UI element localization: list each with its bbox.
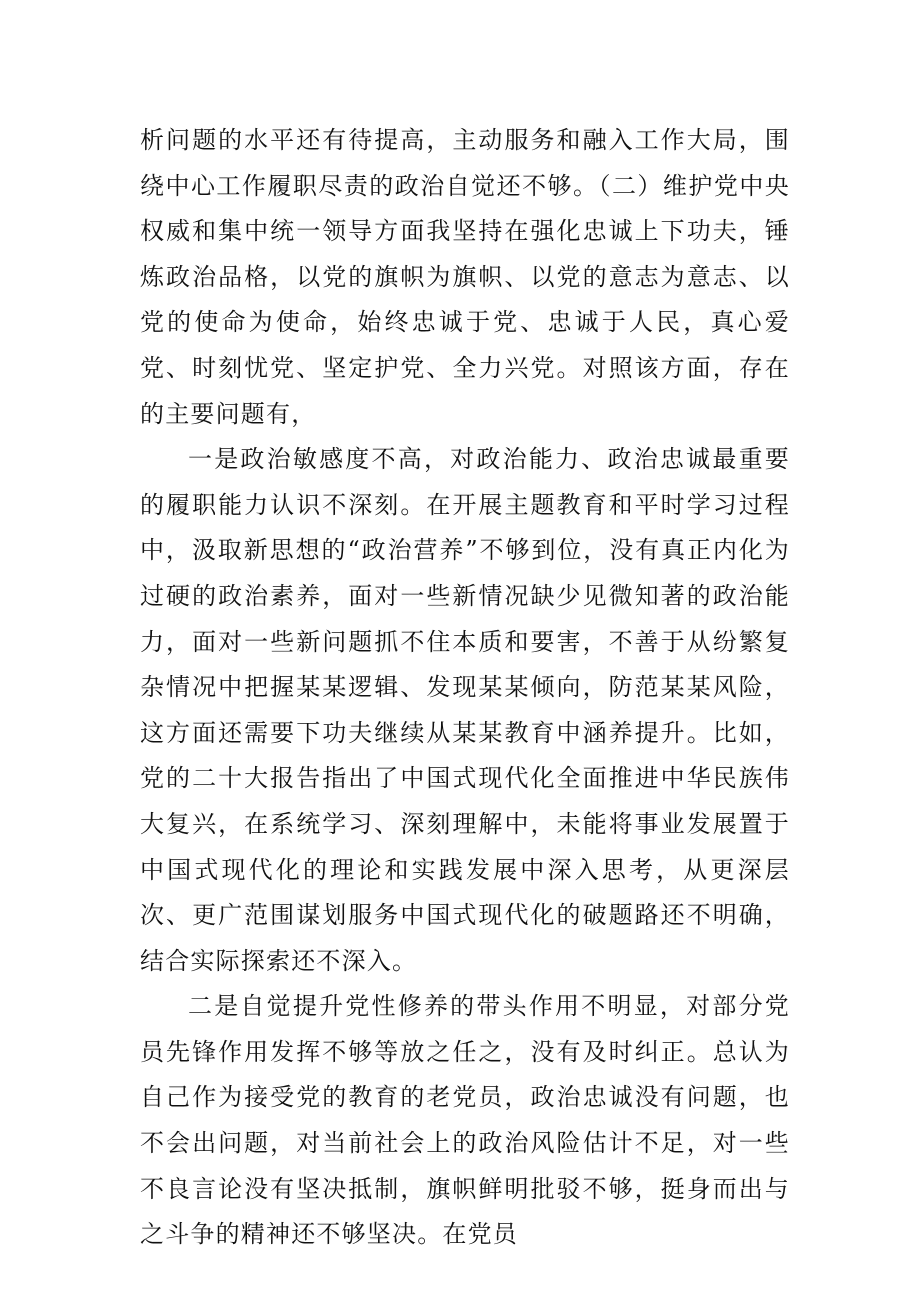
paragraph-continuation: 析问题的水平还有待提高，主动服务和融入工作大局，围绕中心工作履职尽责的政治自觉还不够。（二）维护党中央权威和集中统一领导方面我坚持在强化忠诚上下功夫，锤炼政治品格，以党的旗帜为旗帜、以党的意志为意志、以党的使命为使命，始终忠诚于党、忠诚于人民，真心爱党、时刻忧党、坚定护党、全力兴党。对照该方面，存在的主要问题有， xyxy=(140,126,790,428)
paragraph-issue-one: 一是政治敏感度不高，对政治能力、政治忠诚最重要的履职能力认识不深刻。在开展主题教育和平时学习过程中，汲取新思想的“政治营养”不够到位，没有真正内化为过硬的政治素养，面对一些新情况缺少见微知著的政治能力，面对一些新问题抓不住本质和要害，不善于从纷繁复杂情况中把握某某逻辑、发现某某倾向，防范某某风险，这方面还需要下功夫继续从某某教育中涵养提升。比如，党的二十大报告指出了中国式现代化全面推进中华民族伟大复兴，在系统学习、深刻理解中，未能将事业发展置于中国式现代化的理论和实践发展中深入思考，从更深层次、更广范围谋划服务中国式现代化的破题路还不明确，结合实际探索还不深入。 xyxy=(140,445,790,975)
document-body xyxy=(140,118,790,1258)
paragraph-issue-two: 二是自觉提升党性修养的带头作用不明显，对部分党员先锋作用发挥不够等放之任之，没有及时纠正。总认为自己作为接受党的教育的老党员，政治忠诚没有问题，也不会出问题，对当前社会上的政治风险估计不足，对一些不良言论没有坚决抵制，旗帜鲜明批驳不够，挺身而出与之斗争的精神还不够坚决。在党员 xyxy=(140,992,790,1249)
